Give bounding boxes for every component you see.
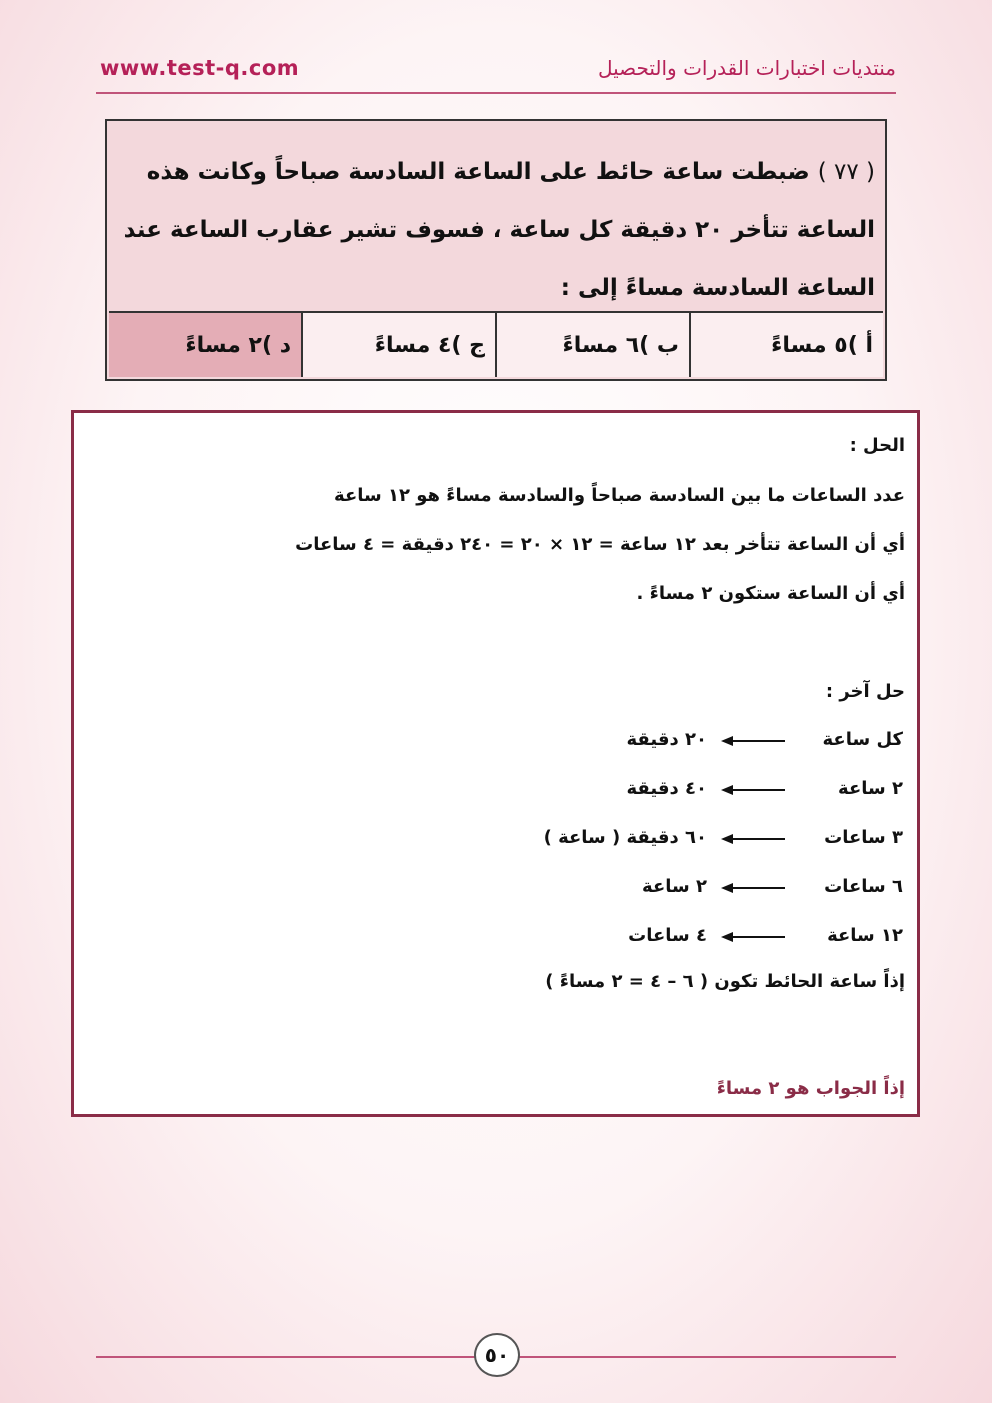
solution-box — [71, 410, 920, 1117]
table-row — [603, 876, 903, 900]
arrow-left-icon — [721, 930, 785, 944]
table-row — [603, 925, 903, 949]
table-row — [543, 827, 903, 851]
option-c[interactable]: ج )٤ مساءً — [301, 313, 495, 377]
row-hours: ١٢ ساعة — [827, 925, 903, 946]
row-hours: ٦ ساعات — [824, 876, 903, 897]
row-delay: ٦٠ دقيقة ( ساعة ) — [543, 827, 707, 848]
question-line-1-text: ضبطت ساعة حائط على الساعة السادسة صباحاً وكانت هذه — [146, 159, 810, 185]
row-delay: ٤ ساعات — [628, 925, 707, 946]
row-delay: ٢٠ دقيقة — [626, 729, 707, 750]
option-b[interactable]: ب )٦ مساءً — [495, 313, 689, 377]
option-d[interactable]: د )٢ مساءً — [109, 313, 301, 377]
question-number: ( ٧٧ ) — [817, 159, 875, 185]
solution-conclusion: إذاً ساعة الحائط تكون ( ٦ – ٤ = ٢ مساءً ) — [545, 971, 905, 992]
question-line-3: الساعة السادسة مساءً إلى : — [560, 275, 875, 301]
options-row — [109, 313, 883, 377]
question-line-2: الساعة تتأخر ٢٠ دقيقة كل ساعة ، فسوف تشير عقارب الساعة عند — [123, 217, 875, 243]
final-answer: إذاً الجواب هو ٢ مساءً — [716, 1078, 905, 1099]
arrow-left-icon — [721, 832, 785, 846]
question-line-1 — [117, 143, 875, 201]
row-delay: ٢ ساعة — [642, 876, 707, 897]
arrow-left-icon — [721, 881, 785, 895]
header-divider — [96, 92, 896, 94]
solution-line-2: أي أن الساعة تتأخر بعد ١٢ ساعة = ١٢ × ٢٠ = ٢٤٠ دقيقة = ٤ ساعات — [295, 534, 905, 555]
table-row — [603, 778, 903, 802]
arrow-left-icon — [721, 734, 785, 748]
option-a[interactable]: أ )٥ مساءً — [689, 313, 883, 377]
row-hours: كل ساعة — [822, 729, 903, 750]
solution-heading: الحل : — [849, 435, 905, 456]
alt-solution-heading: حل آخر : — [825, 681, 905, 702]
header-title: منتديات اختبارات القدرات والتحصيل — [597, 56, 896, 80]
row-delay: ٤٠ دقيقة — [626, 778, 707, 799]
page-number: ٥٠ — [474, 1333, 520, 1377]
table-row — [603, 729, 903, 753]
row-hours: ٣ ساعات — [824, 827, 903, 848]
row-hours: ٢ ساعة — [838, 778, 903, 799]
solution-line-3: أي أن الساعة ستكون ٢ مساءً . — [636, 583, 905, 604]
header-url: www.test-q.com — [100, 56, 300, 80]
solution-line-1: عدد الساعات ما بين السادسة صباحاً والسادسة مساءً هو ١٢ ساعة — [334, 485, 905, 506]
question-text — [109, 123, 883, 313]
arrow-left-icon — [721, 783, 785, 797]
question-box — [105, 119, 887, 381]
